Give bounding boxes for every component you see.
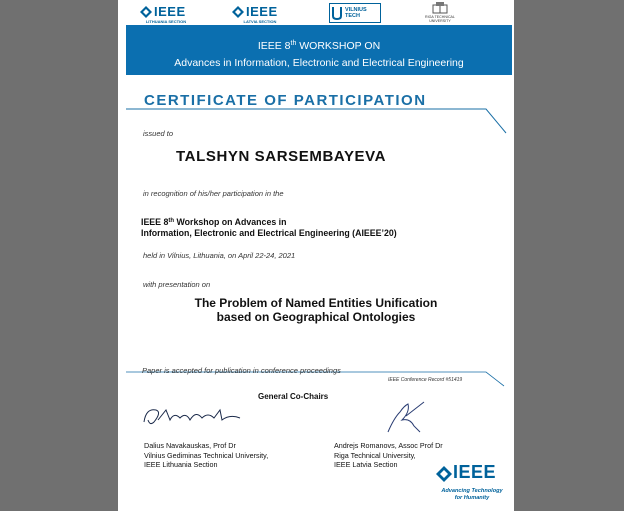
certificate-title: CERTIFICATE OF PARTICIPATION bbox=[144, 92, 427, 109]
right-gray-margin bbox=[514, 0, 624, 511]
footer-tagline: Advancing Technology for Humanity bbox=[441, 488, 503, 501]
ieee-latvia-brand: IEEE bbox=[246, 4, 278, 19]
recipient-name: TALSHYN SARSEMBAYEVA bbox=[176, 148, 387, 165]
banner-workshop-number: IEEE 8th WORKSHOP ON bbox=[257, 40, 381, 52]
riga-tech-text: RIGA TECHNICAL UNIVERSITY bbox=[425, 15, 455, 23]
left-signature bbox=[140, 402, 250, 432]
left-gray-margin bbox=[0, 0, 118, 511]
right-signature bbox=[380, 398, 440, 438]
presentation-title: The Problem of Named Entities Unification based on Geographical Ontologies bbox=[194, 296, 438, 324]
right-chair-affiliation: Riga Technical University, bbox=[334, 450, 416, 460]
footer-ieee-brand: IEEE bbox=[453, 462, 497, 482]
right-chair-name: Andrejs Romanovs, Assoc Prof Dr bbox=[334, 441, 443, 450]
recognition-text: in recognition of his/her participation in the bbox=[143, 189, 284, 198]
left-chair-name: Dalius Navakauskas, Prof Dr bbox=[144, 441, 236, 450]
vilnius-tech-text: VILNIUS TECH bbox=[345, 7, 367, 19]
left-chair-affiliation: Vilnius Gediminas Technical University, bbox=[144, 450, 269, 460]
conference-record: IEEE Conference Record #51419 bbox=[388, 377, 463, 383]
ieee-diamond-icon bbox=[436, 466, 452, 482]
right-chair-section: IEEE Latvia Section bbox=[334, 460, 398, 469]
right-chair bbox=[334, 441, 443, 470]
certificate-page bbox=[118, 0, 514, 511]
ieee-latvia-section: LATVIA SECTION bbox=[243, 19, 277, 24]
presentation-label: with presentation on bbox=[143, 280, 211, 289]
left-chair-section: IEEE Lithuania Section bbox=[144, 460, 218, 469]
banner-workshop-title: Advances in Information, Electronic and Electrical Engineering bbox=[174, 57, 464, 69]
left-chair bbox=[144, 441, 268, 470]
held-in-text: held in Vilnius, Lithuania, on April 22-24, 2021 bbox=[143, 251, 296, 260]
workshop-name: IEEE 8th Workshop on Advances in Information, Electronic and Electrical Engineering (AIEEE’20) bbox=[141, 217, 397, 238]
ieee-lithuania-brand: IEEE bbox=[154, 4, 186, 19]
co-chairs-heading: General Co-Chairs bbox=[258, 392, 329, 401]
issued-to-label: issued to bbox=[143, 129, 174, 138]
ieee-lithuania-section: LITHUANIA SECTION bbox=[145, 19, 187, 24]
accepted-text: Paper is accepted for publication in conference proceedings bbox=[142, 366, 341, 375]
